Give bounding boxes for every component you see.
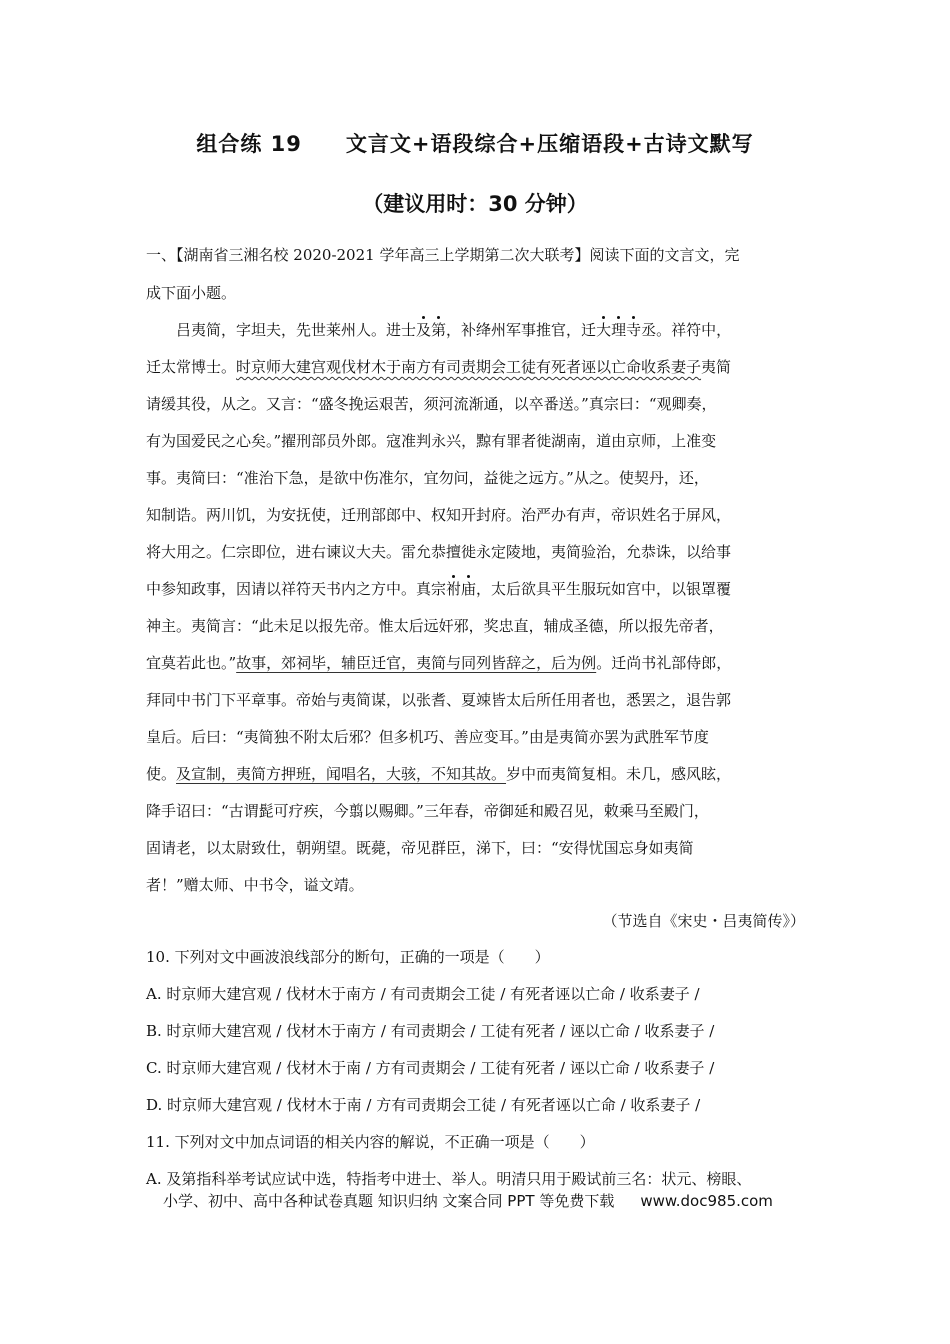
page-title	[0, 128, 950, 158]
dotted-char: 理	[611, 321, 627, 339]
passage-line-15: 固请老，以太尉致仕，朝朔望。既薨，帝见群臣，涕下，曰：“安得忧国忘身如夷简	[146, 839, 694, 857]
underlined-text: 及宣制，夷简方押班，闻唱名，大骇，不知其故。	[176, 765, 507, 783]
intro-line-1: 一、【湖南省三湘名校 2020-2021 学年高三上学期第二次大联考】阅读下面的文言文，完	[146, 246, 740, 264]
passage-line-3: 请缓其役，从之。又言：“盛冬挽运艰苦，须河流渐通，以卒番送。”真宗曰：“观卿奏，	[146, 395, 717, 413]
dotted-char: 祔	[446, 580, 462, 598]
question-11-stem: 11. 下列对文中加点词语的相关内容的解说，不正确一项是（ ）	[146, 1133, 595, 1151]
passage-line-1: 吕夷简，字坦夫，先世莱州人。进士及第，补绛州军事推官，迁大理寺丞。祥符中，	[176, 321, 732, 339]
question-11-option-a: A. 及第指科举考试应试中选，特指考中进士、举人。明清只用于殿试前三名：状元、榜眼、	[146, 1170, 752, 1188]
dotted-char: 庙	[461, 580, 477, 598]
dotted-char: 寺	[626, 321, 642, 339]
dotted-char: 及	[416, 321, 432, 339]
passage-line-4: 有为国爱民之心矣。”擢刑部员外郎。寇准判永兴，黥有罪者徙湖南，道由京师，上准变	[146, 432, 717, 450]
passage-line-6: 知制诰。两川饥，为安抚使，迁刑部郎中、权知开封府。治严办有声，帝识姓名于屏风，	[146, 506, 732, 524]
intro-line-2: 成下面小题。	[146, 284, 237, 302]
passage-line-2: 迁太常博士。时京师大建宫观伐材木于南方有司责期会工徒有死者诬以亡命收系妻子夷简	[146, 358, 732, 376]
passage-line-5: 事。夷简曰：“准治下急，是欲中伤准尔，宜勿问，益徙之远方。”从之。使契丹，还，	[146, 469, 709, 487]
wavy-underlined-text: 时京师大建宫观伐材木于南方有司责期会工徒有死者诬以亡命收系妻子	[236, 358, 702, 376]
passage-line-8: 中参知政事，因请以祥符天书内之方中。真宗祔庙，太后欲具平生服玩如宫中，以银罩覆	[146, 580, 732, 598]
passage-line-16: 者！”赠太师、中书令，谥文靖。	[146, 876, 364, 894]
dotted-char: 第	[431, 321, 447, 339]
question-10-option-c: C. 时京师大建宫观 / 伐材木于南 / 方有司责期会 / 工徒有死者 / 诬以亡命 / 收系妻子 /	[146, 1059, 715, 1077]
footer-site-link[interactable]: www.doc985.com	[640, 1192, 773, 1210]
title-topic: 文言文+语段综合+压缩语段+古诗文默写	[345, 132, 754, 156]
passage-line-7: 将大用之。仁宗即位，进右谏议大夫。雷允恭擅徙永定陵地，夷简验治，允恭诛，以给事	[146, 543, 732, 561]
dotted-char: 大	[596, 321, 612, 339]
passage-line-13: 使。及宣制，夷简方押班，闻唱名，大骇，不知其故。岁中而夷简复相。未几，感风眩，	[146, 765, 732, 783]
passage-line-12: 皇后。后曰：“夷简独不附太后邪？但多机巧、善应变耳。”由是夷简亦罢为武胜军节度	[146, 728, 709, 746]
page-subtitle: （建议用时：30 分钟）	[362, 192, 588, 216]
passage-line-14: 降手诏曰：“古谓髭可疗疾，今翦以赐卿。”三年春，帝御延和殿召见，敕乘马至殿门，	[146, 802, 709, 820]
question-10-stem: 10. 下列对文中画波浪线部分的断句，正确的一项是（ ）	[146, 948, 550, 966]
passage-line-9: 神主。夷简言：“此未足以报先帝。惟太后远奸邪，奖忠直，辅成圣德，所以报先帝者，	[146, 617, 724, 635]
passage-line-10: 宜莫若此也。”故事，郊祠毕，辅臣迁官，夷简与同列皆辞之，后为例。迁尚书礼部侍郎，	[146, 654, 732, 672]
question-10-option-a: A. 时京师大建宫观 / 伐材木于南方 / 有司责期会工徒 / 有死者诬以亡命 / 收系妻子 /	[146, 985, 700, 1003]
question-10-option-b: B. 时京师大建宫观 / 伐材木于南方 / 有司责期会 / 工徒有死者 / 诬以亡命 / 收系妻子 /	[146, 1022, 715, 1040]
title-series: 组合练 19	[196, 132, 302, 156]
question-10-option-d: D. 时京师大建宫观 / 伐材木于南 / 方有司责期会工徒 / 有死者诬以亡命 / 收系妻子 /	[146, 1096, 701, 1114]
page-footer	[163, 1190, 773, 1212]
passage-source: （节选自《宋史・吕夷简传》）	[602, 912, 805, 930]
underlined-text: 故事，郊祠毕，辅臣迁官，夷简与同列皆辞之，后为例	[236, 654, 597, 672]
passage-line-11: 拜同中书门下平章事。帝始与夷简谋，以张耆、夏竦皆太后所任用者也，悉罢之，退告郭	[146, 691, 732, 709]
footer-text: 小学、初中、高中各种试卷真题 知识归纳 文案合同 PPT 等免费下载	[163, 1192, 615, 1210]
